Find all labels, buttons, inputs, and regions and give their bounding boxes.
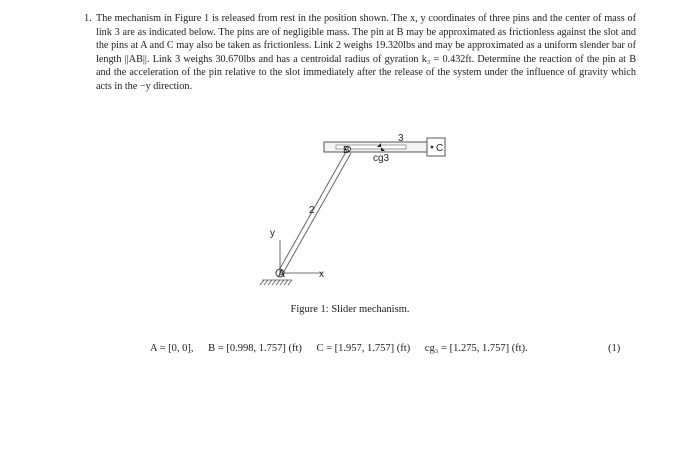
x-axis-label: x bbox=[319, 269, 324, 280]
problem-text: The mechanism in Figure 1 is released from rest in the position shown. The x, y coordinates of three pins and the center of mass of link 3 are as indicated below. The pins are of negligible mass. The pin at B may be approximated as frictionless against the slot and the pins at A and C may also be taken as frictionless. Link 2 weighs 19.320lbs and may be approximated as a uniform slender bar of length ||AB||. Link 3 weighs 30.670lbs and has a centroidal radius of gyration k₃ = 0.432ft. Determine the reaction of the pin at B and the acceleration of the pin relative to the slot immediately after the release of the system under the influence of gravity which acts in the −y direction. bbox=[96, 13, 636, 92]
ground-support bbox=[260, 280, 292, 285]
coord-a: A = [0, 0], bbox=[150, 343, 194, 354]
link-2-label: 2 bbox=[309, 205, 315, 216]
equation-number: (1) bbox=[608, 343, 621, 354]
pin-c-label: C bbox=[436, 143, 444, 154]
coord-b: B = [0.998, 1.757] (ft) bbox=[208, 343, 302, 354]
pin-a-label: A bbox=[278, 269, 285, 280]
pin-b-label: B bbox=[343, 145, 350, 156]
coordinates-equation bbox=[150, 343, 540, 354]
coord-c: C = [1.957, 1.757] (ft) bbox=[316, 343, 411, 354]
problem-number: 1. bbox=[84, 13, 92, 24]
link-3-label: 3 bbox=[398, 133, 404, 144]
y-axis-label: y bbox=[270, 228, 275, 239]
mechanism-figure bbox=[240, 130, 480, 295]
figure-caption: Figure 1: Slider mechanism. bbox=[290, 304, 410, 315]
problem-statement bbox=[84, 12, 636, 94]
coord-cg3: cg₃ = [1.275, 1.757] (ft). bbox=[424, 343, 528, 354]
cg3-label: cg3 bbox=[373, 153, 390, 164]
